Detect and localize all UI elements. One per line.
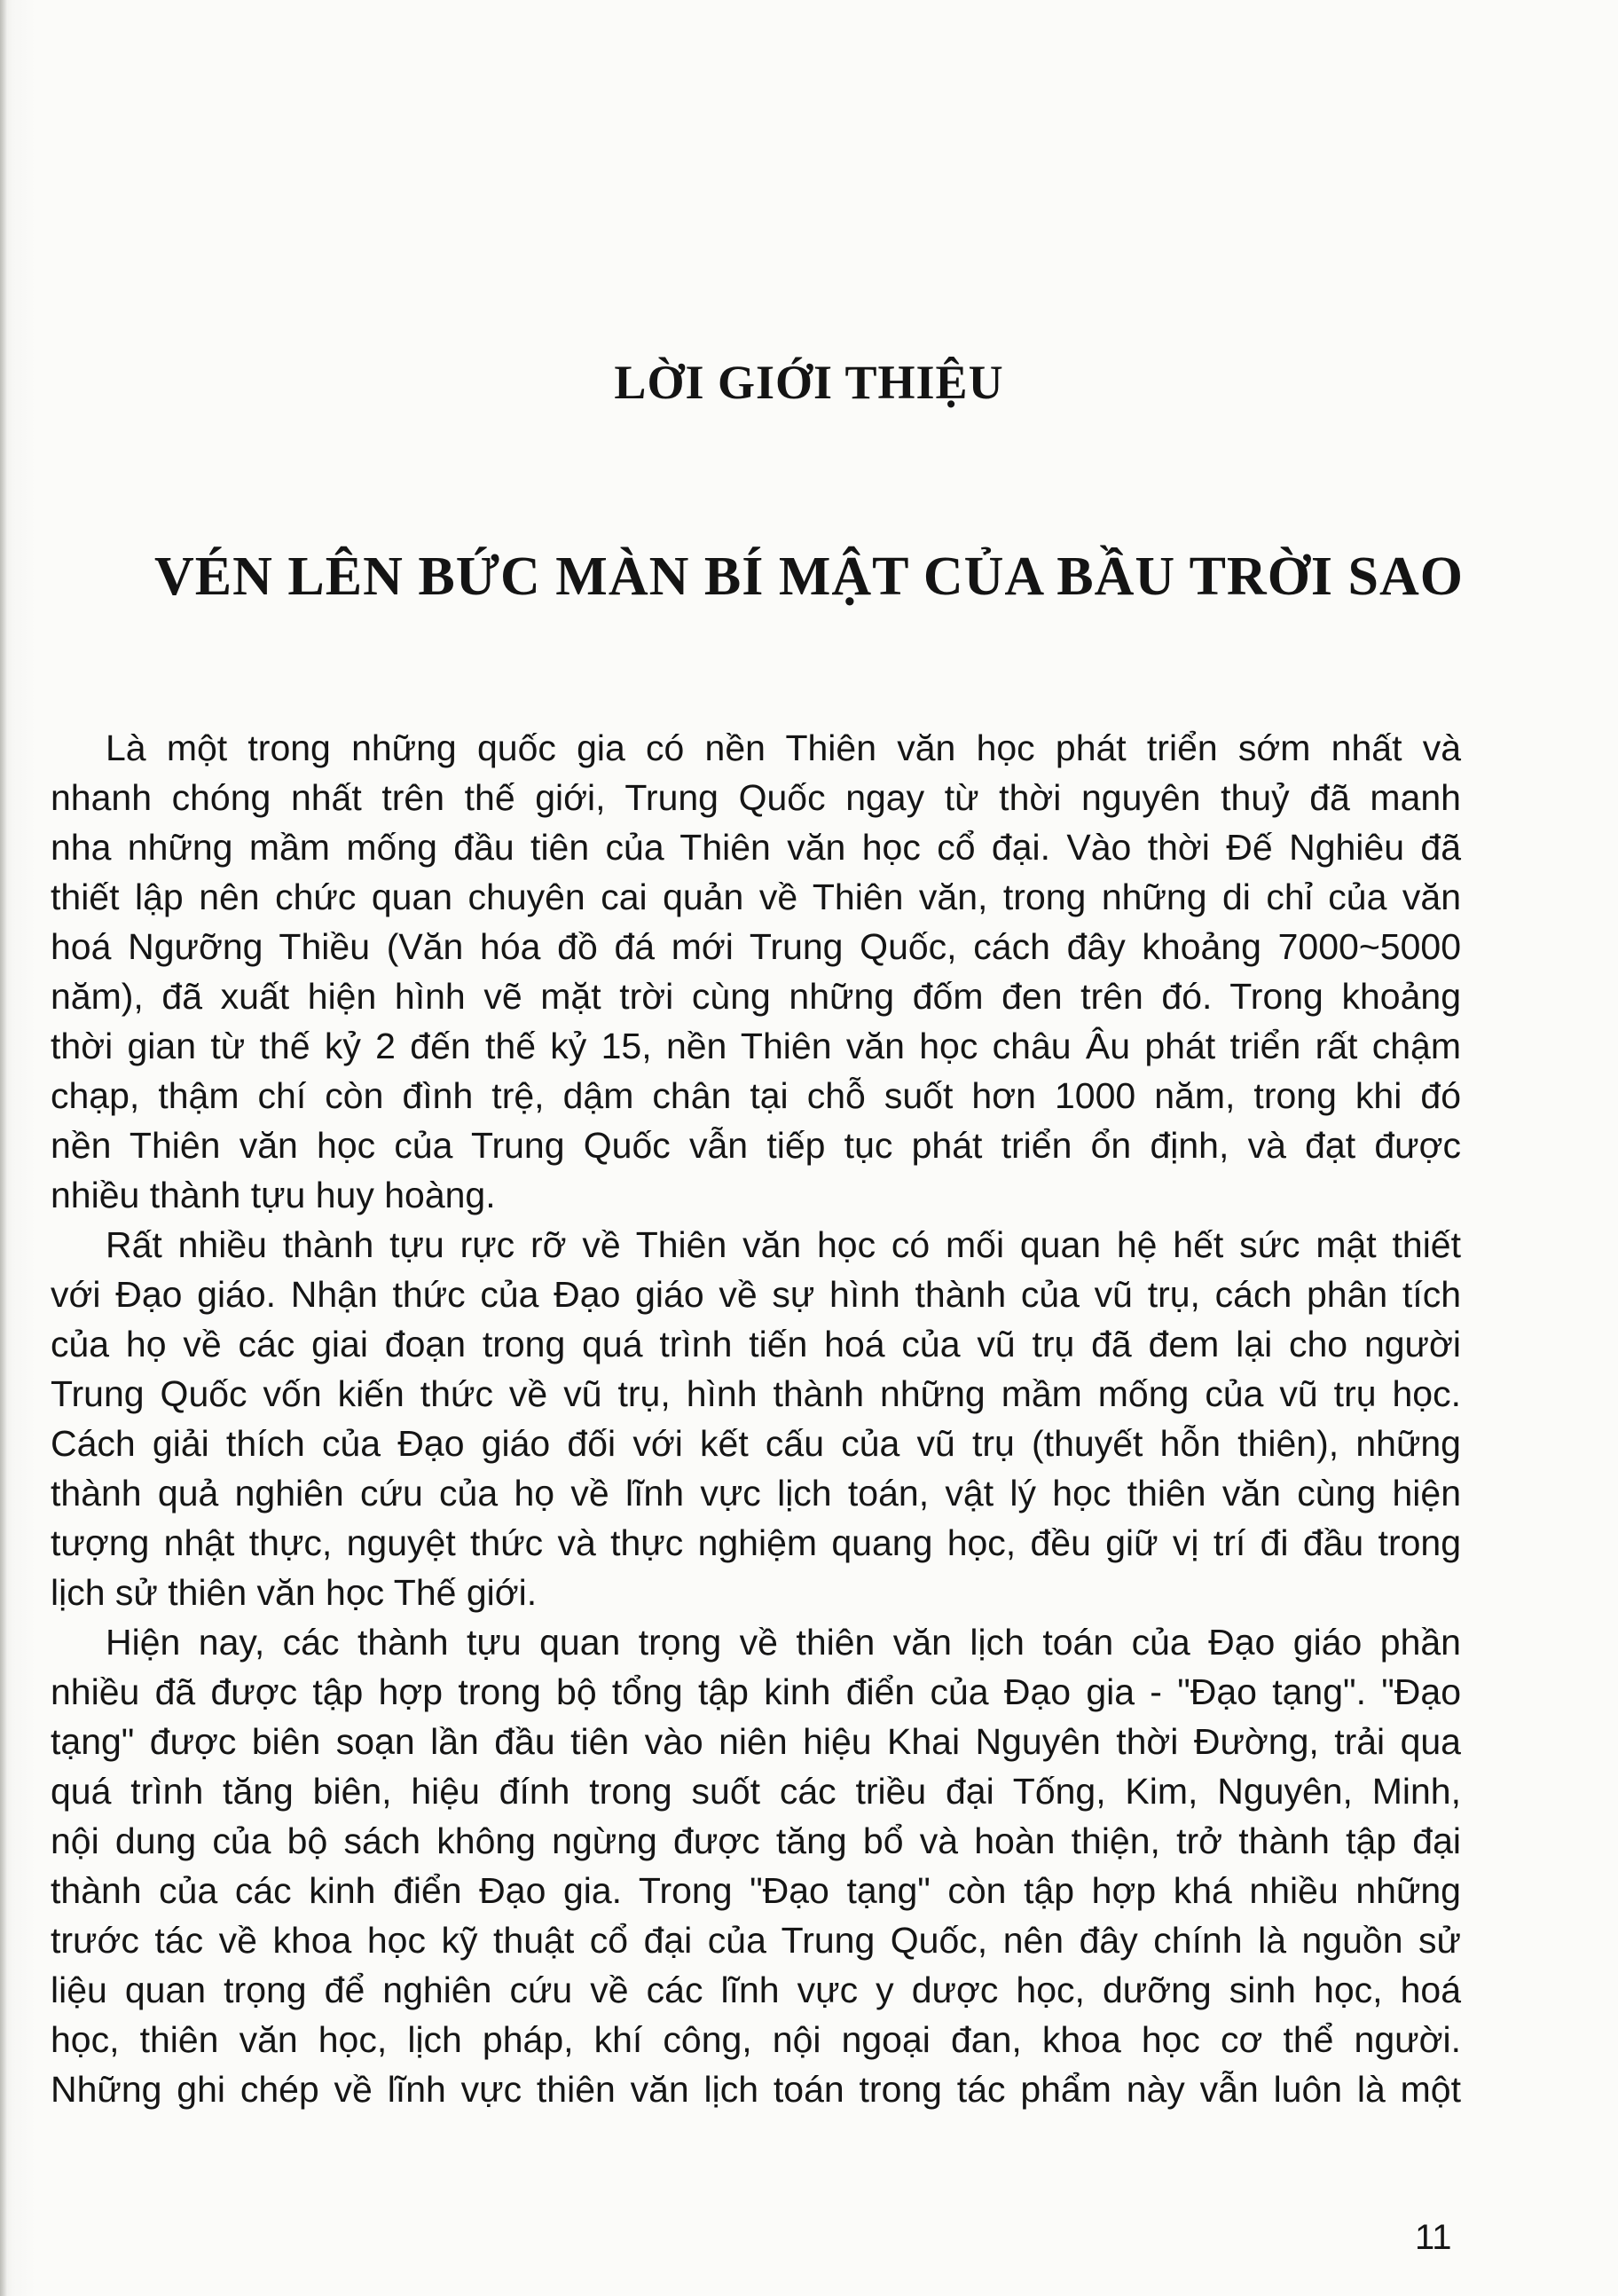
chapter-subtitle: VÉN LÊN BỨC MÀN BÍ MẬT CỦA BẦU TRỜI SAO [153,546,1465,607]
text-line: thành của các kinh điển Đạo gia. Trong "Đạo tạng" còn tập hợp khá nhiều những [51,1870,1461,1911]
text-line: với Đạo giáo. Nhận thức của Đạo giáo về sự hình thành của vũ trụ, cách phân tích [51,1274,1461,1315]
text-line: của họ về các giai đoạn trong quá trình tiến hoá của vũ trụ đã đem lại cho người [51,1324,1461,1364]
page-title: LỜI GIỚI THIỆU [614,356,1004,409]
text-line: liệu quan trọng để nghiên cứu về các lĩnh vực y dược học, dưỡng sinh học, hoá [51,1970,1461,2010]
text-line: tượng nhật thực, nguyệt thức và thực nghiệm quang học, đều giữ vị trí đi đầu trong [51,1522,1461,1563]
page-binding-shadow [0,0,7,2296]
text-line: nhiều thành tựu huy hoàng. [51,1175,496,1215]
body-text [51,723,1461,2114]
text-line: nhiều đã được tập hợp trong bộ tổng tập kinh điển của Đạo gia - "Đạo tạng". "Đạo [51,1671,1461,1712]
text-line: Rất nhiều thành tựu rực rỡ về Thiên văn học có mối quan hệ hết sức mật thiết [106,1224,1461,1265]
text-line: lịch sử thiên văn học Thế giới. [51,1572,538,1613]
text-line: nhanh chóng nhất trên thế giới, Trung Quốc ngay từ thời nguyên thuỷ đã manh [51,777,1461,818]
text-line: Trung Quốc vốn kiến thức về vũ trụ, hình thành những mầm mống của vũ trụ học. [51,1373,1461,1414]
text-line: tạng" được biên soạn lần đầu tiên vào niên hiệu Khai Nguyên thời Đường, trải qua [51,1721,1461,1762]
text-line: nội dung của bộ sách không ngừng được tăng bổ và hoàn thiện, trở thành tập đại [51,1820,1461,1861]
text-line: thiết lập nên chức quan chuyên cai quản về Thiên văn, trong những di chỉ của văn [51,877,1461,917]
text-line: học, thiên văn học, lịch pháp, khí công, nội ngoại đan, khoa học cơ thể người. [51,2019,1461,2060]
text-line: chạp, thậm chí còn đình trệ, dậm chân tại chỗ suốt hơn 1000 năm, trong khi đó [51,1075,1461,1116]
text-line: Hiện nay, các thành tựu quan trọng về thiên văn lịch toán của Đạo giáo phần [106,1622,1461,1663]
paragraph [51,1617,1461,2114]
paragraph [51,723,1461,1220]
page-number: 11 [1415,2218,1452,2257]
text-line: nền Thiên văn học của Trung Quốc vẫn tiếp tục phát triển ổn định, và đạt được [51,1125,1461,1166]
text-line: thành quả nghiên cứu của họ về lĩnh vực lịch toán, vật lý học thiên văn cùng hiện [51,1473,1461,1514]
text-line: nha những mầm mống đầu tiên của Thiên văn học cổ đại. Vào thời Đế Nghiêu đã [51,827,1461,868]
text-line: hoá Ngưỡng Thiều (Văn hóa đồ đá mới Trung Quốc, cách đây khoảng 7000~5000 [51,926,1461,967]
text-line: Những ghi chép về lĩnh vực thiên văn lịch toán trong tác phẩm này vẫn luôn là một [51,2069,1461,2110]
text-line: quá trình tăng biên, hiệu đính trong suốt các triều đại Tống, Kim, Nguyên, Minh, [51,1771,1461,1812]
text-line: Là một trong những quốc gia có nền Thiên văn học phát triển sớm nhất và [106,727,1461,768]
text-line: trước tác về khoa học kỹ thuật cổ đại của Trung Quốc, nên đây chính là nguồn sử [51,1920,1461,1961]
text-line: Cách giải thích của Đạo giáo đối với kết cấu của vũ trụ (thuyết hỗn thiên), những [51,1423,1461,1464]
text-line: năm), đã xuất hiện hình vẽ mặt trời cùng những đốm đen trên đó. Trong khoảng [51,976,1461,1017]
text-line: thời gian từ thế kỷ 2 đến thế kỷ 15, nền Thiên văn học châu Âu phát triển rất chậm [51,1026,1461,1066]
paragraph [51,1220,1461,1617]
